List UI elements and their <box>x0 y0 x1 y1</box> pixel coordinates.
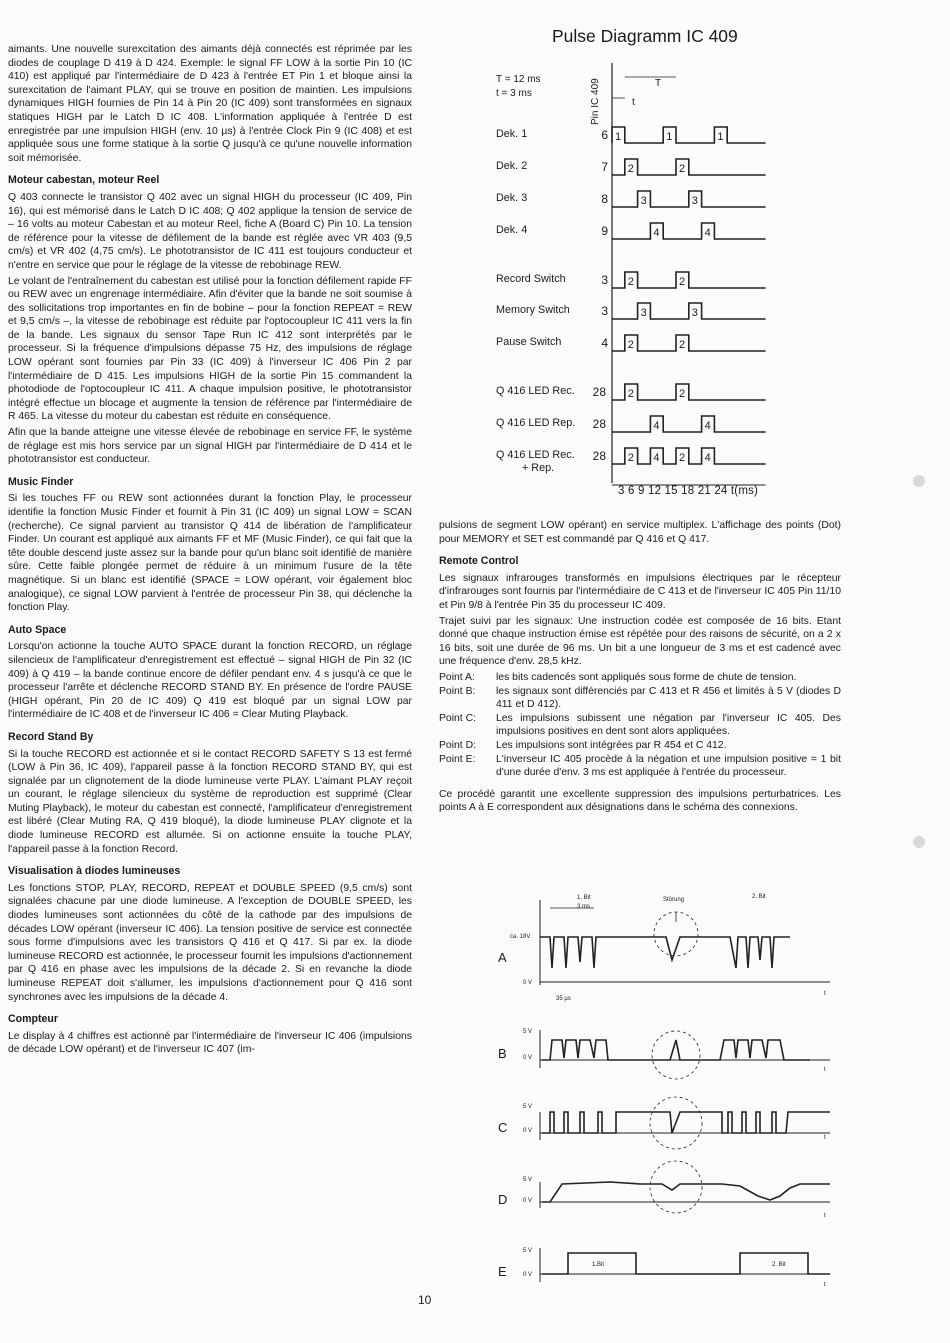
pulse-number: 3 <box>691 307 698 319</box>
pulse-number: 3 <box>640 195 647 207</box>
paragraph: Les fonctions STOP, PLAY, RECORD, REPEAT et DOUBLE SPEED (9,5 cm/s) sont signalées chacune par une diode lumineuse. A l'exception de DOUBLE SPEED, les diodes lumineuses sont actionnées du côté de la cathode par des impulsions de décades LOW opérant (inverseur IC 406). La tension positive de service est connectée sous forme d'impulsions avec les transistors Q 416 et Q 417. Si par ex. la diode lumineuse RECORD est actionnée, le processeur fournit les impulsions d'actionnement par Q 416 en phase avec les impulsions de la décade 2. Si en revanche la diode lumineuse REPEAT doit s'allumer, les impulsions d'actionnement pour Q 416 sont synchrones avec les impulsions de la décade 4. <box>8 882 412 1003</box>
section-heading: Compteur <box>8 1013 59 1026</box>
section-heading: Record Stand By <box>8 730 94 743</box>
pulse-trace <box>612 272 766 288</box>
signal-name: Q 416 LED Rep. <box>496 417 576 429</box>
pulse-number: 2 <box>679 388 686 400</box>
e-5v: 5 V <box>523 1248 533 1254</box>
e-time-axis: t <box>824 1282 826 1288</box>
pulse-number: 2 <box>627 163 634 175</box>
pin-number: 28 <box>592 449 606 463</box>
pulse-trace <box>612 191 766 207</box>
e-bit1: 1.Bit <box>592 1262 605 1268</box>
pin-number: 3 <box>601 273 608 287</box>
b-5v: 5 V <box>523 1029 533 1035</box>
paragraph: Si les touches FF ou REW sont actionnées durant la fonction Play, le processeur identifie la fonction Music Finder et fournit à Pin 31 (IC 409) un signal LOW = SCAN (recherche). Ce signal parvient au transistor Q 414 de libération de l'amplificateur Finder. Un courant est appliqué aux aimants FF et MF (Music Finder), ce qui fait que la tête double descend juste assez sur la bande pour qu'un blanc soit identifié de manière sûre. Cette faible plongée permet de réduire à un minimum l'usure de la tête magnétique. Si un blanc est identifié (SPACE = LOW opérant, voir également bloc analogique), ce signal LOW parvient à l'entrée de processeur Pin 38, qui déclenche la fonction Play. <box>8 493 412 614</box>
point-text: L'inverseur IC 405 procède à la négation et une impulsion positive = 1 bit d'une durée d'env. 3 ms est appliquée à l'entrée du processeur. <box>496 753 841 779</box>
pulse-number: 2 <box>627 452 634 464</box>
c-0v: 0 V <box>523 1128 533 1134</box>
signal-name: Q 416 LED Rec. <box>496 385 575 397</box>
pulse-trace <box>612 223 766 239</box>
time-axis-ticks: 3 6 9 12 15 18 21 24 t(ms) <box>618 485 759 497</box>
d-5v: 5 V <box>523 1177 533 1183</box>
pulse-trace <box>612 159 766 175</box>
bit2-label: 2. Bit <box>752 894 766 900</box>
left-text-column <box>8 43 412 1059</box>
pulse-number: 3 <box>640 307 647 319</box>
bit1-label: 1. Bit <box>577 895 591 901</box>
pin-number: 28 <box>592 417 606 431</box>
point-item <box>439 685 841 712</box>
waveform-A <box>540 937 790 968</box>
t-marker-label: t <box>632 97 635 108</box>
waveform-B <box>542 1040 810 1060</box>
period-T: T = 12 ms <box>496 74 541 85</box>
paragraph: Q 403 connecte le transistor Q 402 avec un signal HIGH du processeur (IC 409, Pin 16), qui est mémorisé dans le Latch D IC 408; Q 402 applique la tension de service de – 16 volts au moteur Cabestan et au moteur Reel, fiche A (Board C) Pin 10. La tension de référence pour la vitesse de défilement de la bande est réglée avec VR 403 (9,5 cm/s) et VR 402 (4,75 cm/s). Le phototransistor de IC 411 est toujours conducteur et n'entre en service que pour le réglage de la vitesse de rebobinage REW. <box>8 191 412 271</box>
waveform-C <box>542 1112 830 1133</box>
point-item <box>439 671 841 685</box>
d-time-axis: t <box>824 1213 826 1219</box>
pulse-trace <box>612 384 766 400</box>
paragraph: Ce procédé garantit une excellente suppression des impulsions perturbatrices. Les points A à E correspondent aux désignations dans le schéma des connexions. <box>439 788 841 814</box>
signal-name: Dek. 2 <box>496 160 528 172</box>
c-time-axis: t <box>824 1135 826 1141</box>
pulse-trace <box>612 335 766 351</box>
pulse-trace <box>612 303 766 319</box>
pulse-number: 4 <box>653 420 660 432</box>
point-item <box>439 739 841 753</box>
pulse-number: 2 <box>627 339 634 351</box>
section-heading: Remote Control <box>439 555 519 568</box>
section-heading: Auto Space <box>8 623 67 636</box>
pulse-number: 1 <box>717 131 724 143</box>
waveform-D <box>542 1182 830 1202</box>
remote-waveforms <box>490 890 850 1290</box>
pulse-number: 1 <box>666 131 673 143</box>
point-text: les bits cadencés sont appliqués sous forme de chute de tension. <box>496 671 797 683</box>
waveform-E <box>542 1253 830 1274</box>
point-list <box>439 671 841 780</box>
T-marker-label: T <box>655 78 662 89</box>
pulse-number: 2 <box>679 163 686 175</box>
paragraph: Si la touche RECORD est actionnée et si le contact RECORD SAFETY S 13 est fermé (LOW à Pin 36, IC 409), l'appareil passe à la fonction RECORD STAND BY, qui est signalée par un clignotement de la diode lumineuse verte PLAY. L'aimant PLAY reçoit un courant, le réglage silencieux du système de reproduction est supprimé (Clear Muting Playback), le moteur du cabestan est connecté, l'amplificateur d'enregistrement est libéré (Clear Muting RA, Q 419 bloqué), la diode lumineuse PLAY clignote et la diode lumineuse RECORD est allumée. Si on actionne ensuite la touche PLAY, l'appareil passe à la fonction Record. <box>8 748 412 855</box>
pulse-number: 2 <box>627 388 634 400</box>
section-heading: Visualisation à diodes lumineuses <box>8 865 181 878</box>
a-pulse-duration: 35 µs <box>556 996 571 1002</box>
pulse-number: 2 <box>679 276 686 288</box>
paragraph: Afin que la bande atteigne une vitesse élevée de rebobinage en service FF, le système de réglage est mis hors service par un signal HIGH par l'intermédiaire de D 414 et le phototransistor est conducteur. <box>8 427 412 466</box>
paragraph: Le display à 4 chiffres est actionné par l'intermédiaire de l'inverseur IC 406 (impulsions de décade LOW opérant) et de l'inverseur IC 407 (im- <box>8 1030 412 1056</box>
e-0v: 0 V <box>523 1272 533 1278</box>
pulse-number: 4 <box>704 420 711 432</box>
point-label: Point D: <box>439 739 476 751</box>
pulse-trace <box>612 448 766 464</box>
pulse-diagram-title: Pulse Diagramm IC 409 <box>552 26 738 46</box>
point-item <box>439 712 841 739</box>
point-label: Point B: <box>439 685 476 697</box>
pulse-number: 4 <box>653 452 660 464</box>
pin-number: 4 <box>601 336 608 350</box>
d-0v: 0 V <box>523 1198 533 1204</box>
punch-hole-mark <box>913 475 925 487</box>
signal-name: Dek. 4 <box>496 224 528 236</box>
pin-number: 6 <box>601 128 608 142</box>
point-text: Les impulsions subissent une négation par l'inverseur IC 405. Des impulsions positives en dent sont alors appliquées. <box>496 712 841 738</box>
period-t: t = 3 ms <box>496 88 532 99</box>
signal-name: Record Switch <box>496 273 566 285</box>
point-label: Point C: <box>439 712 476 724</box>
pulse-number: 4 <box>653 227 660 239</box>
waveform-letter-D: D <box>498 1192 508 1207</box>
paragraph: Les signaux infrarouges transformés en impulsions électriques par le récepteur d'infrarouges sont fournis par l'intermédiaire de C 413 et de l'inverseur IC 405 Pin 11/10 et Pin 9/8 à l'entrée Pin 35 du processeur IC 409. <box>439 572 841 611</box>
pulse-number: 4 <box>704 452 711 464</box>
pin-number: 9 <box>601 224 608 238</box>
paragraph: Le volant de l'entraînement du cabestan est utilisé pour la fonction défilement rapide FF ou REW avec un engrenage intermédiaire. Afin d'éviter que la bande ne soit soumise à des sollicitations trop importantes en fin de bobine – pour la fonction REPEAT = REW et 9,5 cm/s –, la vitesse de rebobinage est réduite par l'optocoupleur IC 411 vers la fin de la bande. Les signaux du sensor Tape Run IC 412 sont interprétés par le processeur. Si la fréquence d'impulsions dépasse 75 Hz, des impulsions de réglage LOW opérant sont fournies par Pin 33 (IC 409) à l'inverseur IC 406 Pin 2 par l'intermédiaire de D 415. Les impulsions HIGH de la sortie Pin 15 commandent la photodiode de l'optocoupleur IC 411. A chaque impulsion positive, le phototransistor intégré effectue un blocage et augmente la tension de référence par l'intermédiaire de R 465. La vitesse du moteur du cabestan est réduite en conséquence. <box>8 275 412 423</box>
pin-number: 3 <box>601 304 608 318</box>
e-bit2: 2. Bit <box>772 1262 786 1268</box>
pin-number: 28 <box>592 385 606 399</box>
pin-axis-label: Pin IC 409 <box>590 78 601 125</box>
pin-number: 8 <box>601 192 608 206</box>
pulse-number: 1 <box>615 131 622 143</box>
page-number: 10 <box>418 1293 432 1307</box>
pulse-number: 2 <box>627 276 634 288</box>
paragraph: aimants. Une nouvelle surexcitation des aimants déjà connectés est réprimée par les diodes de couplage D 419 à D 424. Exemple: le signal FF LOW à la sortie Pin 10 (IC 410) est appliqué par l'intermédiaire de D 423 à l'entrée ET Pin 1 et bloque ainsi la surexcitation de l'aimant PLAY, qui se trouve en position de maintien. Les impulsions dynamiques HIGH fournies de Pin 14 à Pin 20 (IC 409) sont transformées en signaux statiques HIGH par le Latch D IC 408. L'information appliquée à l'entrée D est enregistrée par une impulsion HIGH (env. 10 µs) à l'entrée Clock Pin 9 (IC 408) et est appliquée sous une forme statique à la sortie Q jusqu'à ce qu'une nouvelle information soit mémorisée. <box>8 44 412 164</box>
signal-name: Q 416 LED Rec. <box>496 449 575 461</box>
signal-name: Dek. 1 <box>496 128 528 140</box>
pulse-number: 4 <box>704 227 711 239</box>
signal-name: Memory Switch <box>496 304 570 316</box>
pin-number: 7 <box>601 160 608 174</box>
waveform-letter-E: E <box>498 1264 507 1279</box>
paragraph: Lorsqu'on actionne la touche AUTO SPACE durant la fonction RECORD, un réglage silencieux de l'amplificateur d'enregistrement est effectué – signal HIGH de Pin 32 (IC 409) à Q 419 – la bande continue encore de défiler pendant env. 4 s jusqu'à ce que le processeur l'arrête et déclenche RECORD STAND BY. En présence de l'ordre PAUSE (HIGH opérant, Pin 20 de IC 409) Q 419 est bloqué par un signal LOW par l'intermédiaire de IC 408 et de l'inverseur IC 406 = Clear Muting Playback. <box>8 641 412 721</box>
point-label: Point A: <box>439 671 475 683</box>
paragraph: Trajet suivi par les signaux: Une instruction codée est composée de 16 bits. Etant donné que chaque instruction émise est répétée pour des raisons de sécurité, on a 2 x 16 bits, soit une durée de 96 ms. Un bit a une longueur de 3 ms et est cadencé avec une fréquence d'env. 28,5 kHz. <box>439 615 841 668</box>
pulse-number: 2 <box>679 339 686 351</box>
signal-name: Pause Switch <box>496 336 562 348</box>
noise-label: Störung <box>663 897 685 903</box>
punch-hole-mark <box>913 836 925 848</box>
point-text: Les impulsions sont intégrées par R 454 et C 412. <box>496 739 727 751</box>
waveform-letter-B: B <box>498 1046 507 1061</box>
b-time-axis: t <box>824 1067 826 1073</box>
bit1-duration: 3 ms <box>577 904 591 910</box>
b-0v: 0 V <box>523 1055 533 1061</box>
a-zero-voltage: 0 V <box>523 980 533 986</box>
c-5v: 5 V <box>523 1104 533 1110</box>
section-heading: Moteur cabestan, moteur Reel <box>8 174 160 187</box>
section-heading: Music Finder <box>8 475 74 488</box>
a-high-voltage: ca. 18V <box>510 934 531 940</box>
point-item <box>439 753 841 780</box>
point-label: Point E: <box>439 753 476 765</box>
pulse-trace <box>612 127 766 143</box>
a-time-axis: t <box>824 991 826 997</box>
right-text-column <box>439 519 841 817</box>
pulse-diagram <box>600 55 780 495</box>
waveform-letter-C: C <box>498 1120 508 1135</box>
waveform-letter-A: A <box>498 950 507 965</box>
paragraph: pulsions de segment LOW opérant) en service multiplex. L'affichage des points (Dot) pour MEMORY et SET est commandé par Q 416 et Q 417. <box>439 520 841 545</box>
signal-name-line2: + Rep. <box>522 462 555 474</box>
signal-name: Dek. 3 <box>496 192 528 204</box>
pulse-number: 3 <box>691 195 698 207</box>
pulse-number: 2 <box>679 452 686 464</box>
point-text: les signaux sont différenciés par C 413 et R 456 et limités à 5 V (diodes D 411 et D 412). <box>496 685 841 711</box>
pulse-trace <box>612 416 766 432</box>
